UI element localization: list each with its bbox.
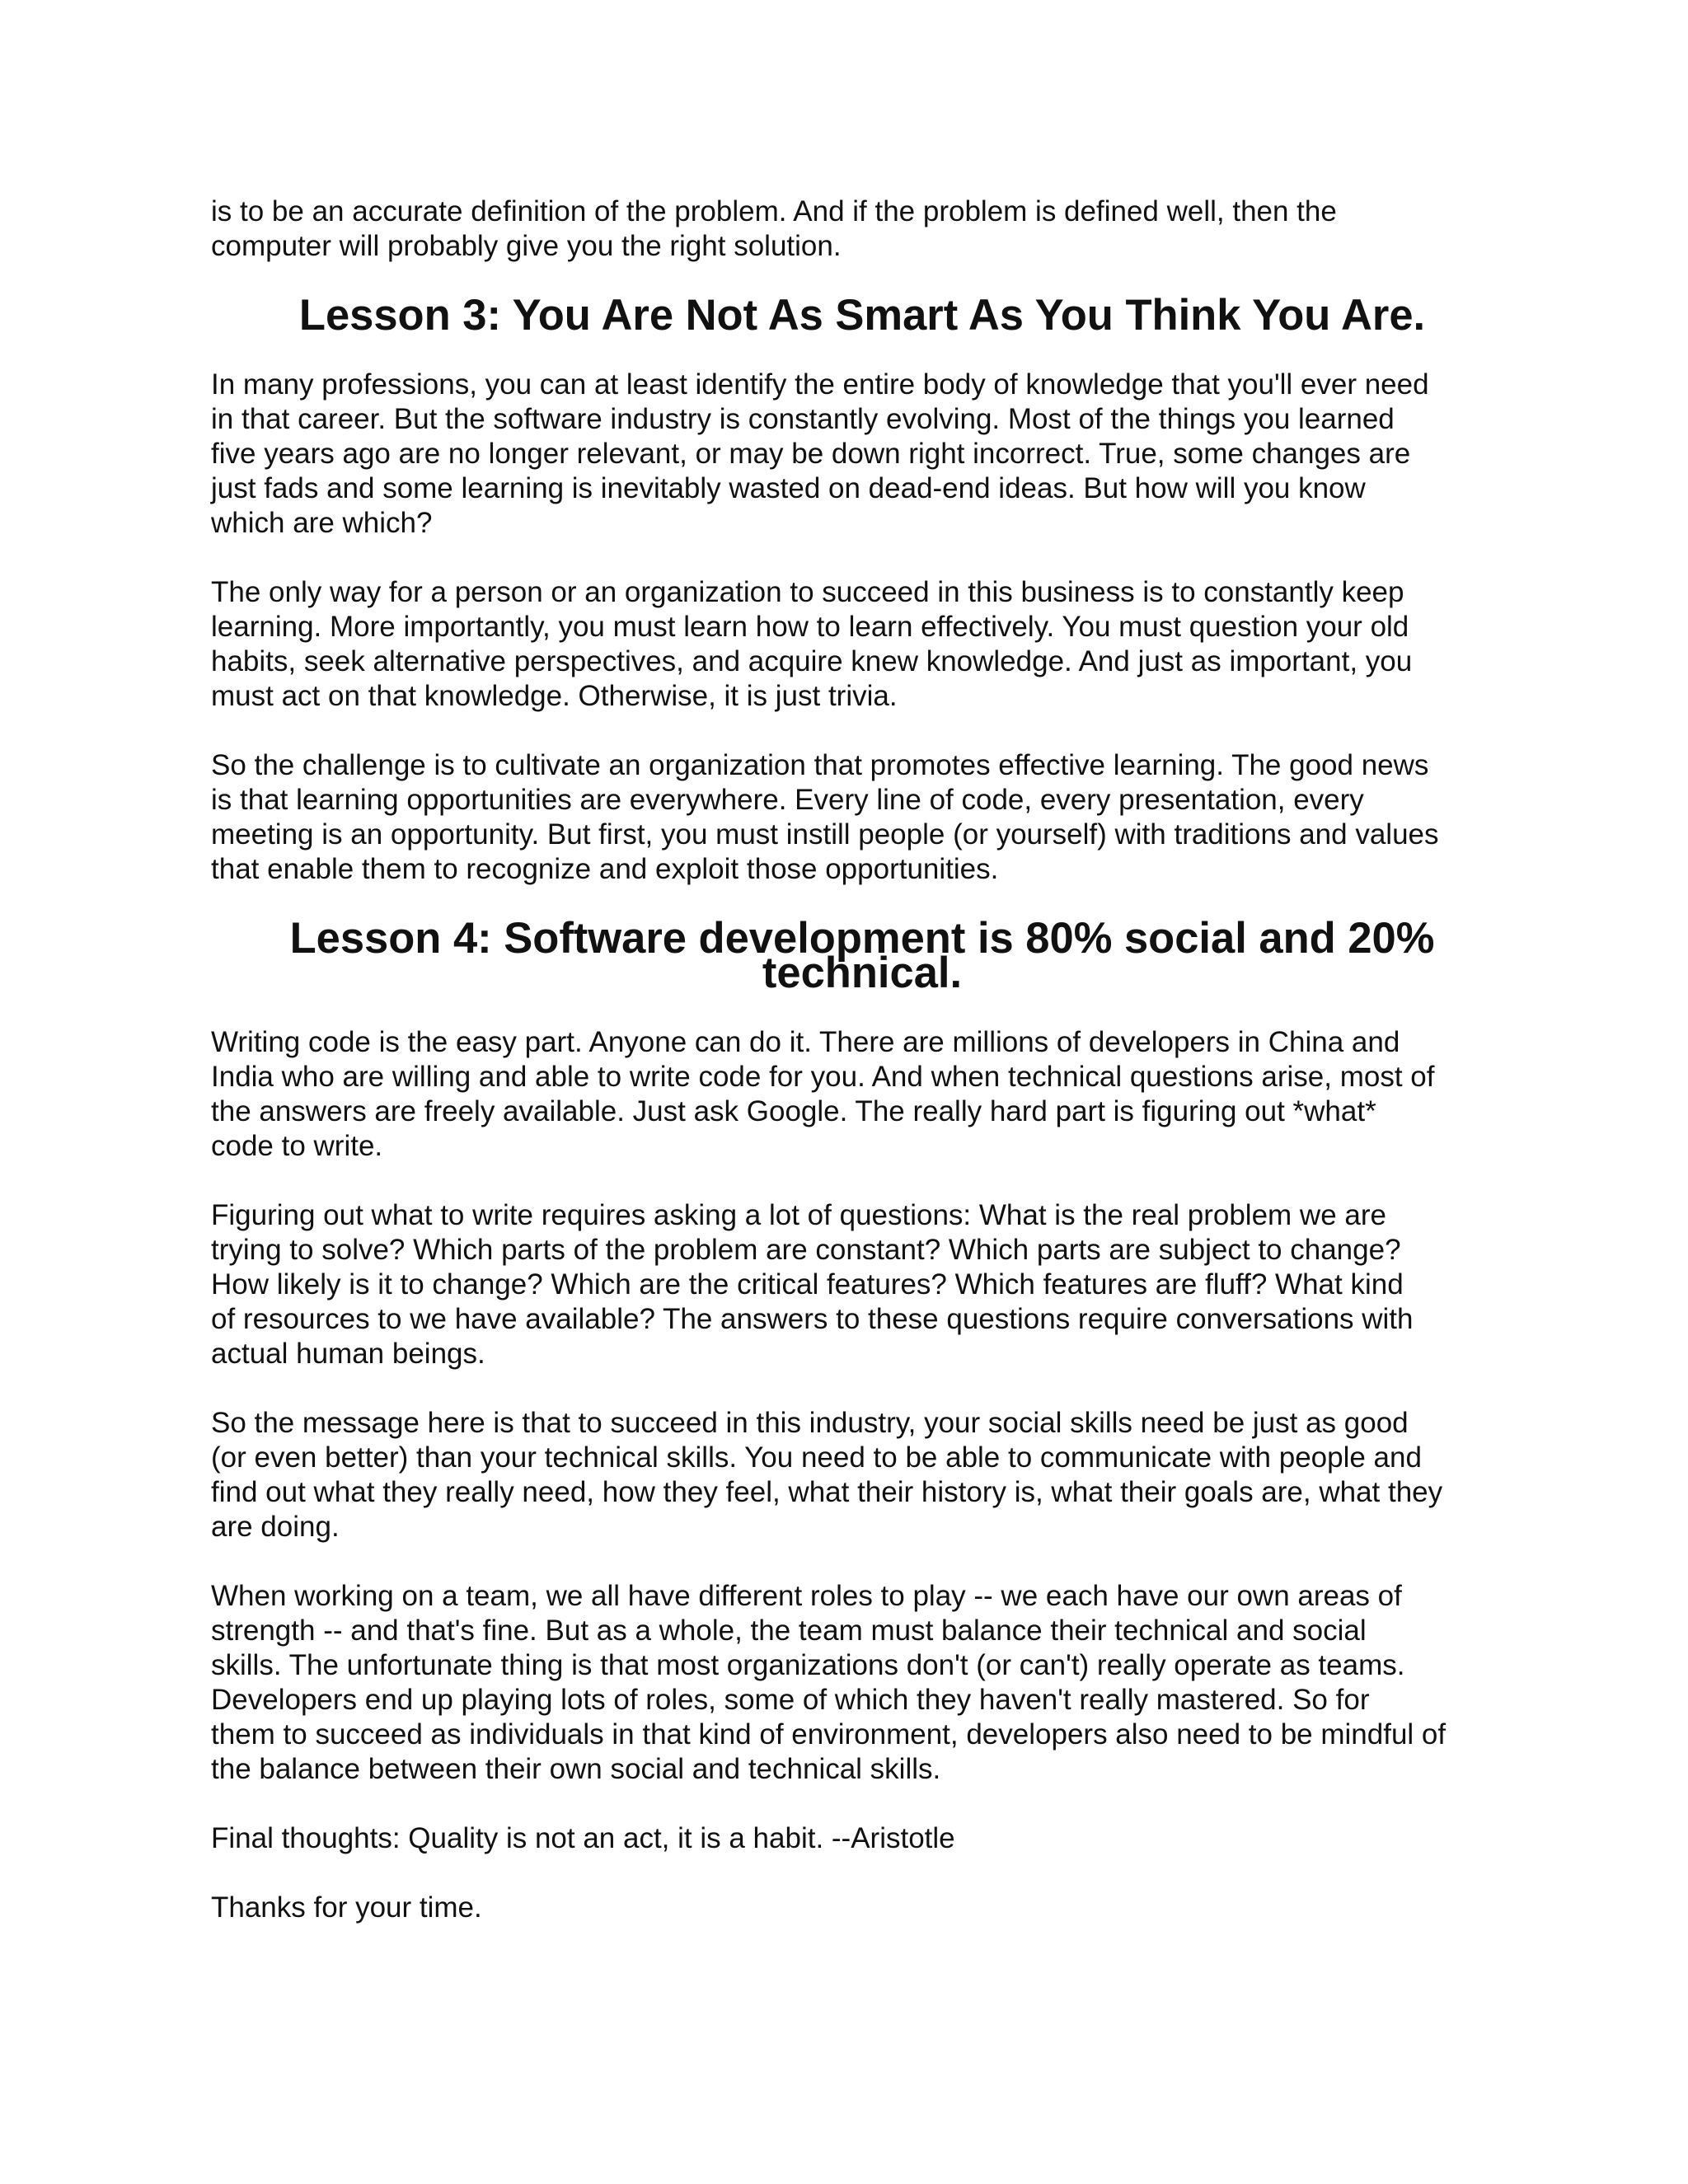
lesson-4-heading: Lesson 4: Software development is 80% social and 20% technical. bbox=[289, 914, 1435, 997]
lesson-3-paragraph-3: So the challenge is to cultivate an organization that promotes effective learning. The good news is that learning opportunities are everywhere. Every line of code, every presentation, every meeting is an opportunity. But first, you must instill people (or yourself) with traditions and values that enable them to recognize and exploit those opportunities. bbox=[211, 749, 1439, 885]
lesson-3-paragraph-1: In many professions, you can at least identify the entire body of knowledge that you'll ever need in that career. But the software industry is constantly evolving. Most of the things you learned five years ago are no longer relevant, or may be down right incorrect. True, some changes are just fads and some learning is inevitably wasted on dead-end ideas. But how will you know which are which? bbox=[211, 368, 1429, 539]
lesson-3-paragraph-2: The only way for a person or an organization to succeed in this business is to constantly keep learning. More importantly, you must learn how to learn effectively. You must question your old habits, seek alternative perspectives, and acquire knew knowledge. And just as important, you must act on that knowledge. Otherwise, it is just trivia. bbox=[211, 576, 1413, 712]
final-thoughts: Final thoughts: Quality is not an act, it is a habit. --Aristotle bbox=[211, 1822, 955, 1854]
document-page bbox=[211, 194, 1513, 1960]
lesson-4-paragraph-4: When working on a team, we all have different roles to play -- we each have our own areas of strength -- and that's fine. But as a whole, the team must balance their technical and social skills. The unfortunate thing is that most organizations don't (or can't) really operate as teams. Developers end up playing lots of roles, some of which they haven't really mastered. So for them to succeed as individuals in that kind of environment, developers also need to be mindful of the balance between their own social and technical skills. bbox=[211, 1580, 1447, 1785]
lesson-4-paragraph-3: So the message here is that to succeed in this industry, your social skills need be just as good (or even better) than your technical skills. You need to be able to communicate with people and find out what they really need, how they feel, what their history is, what their goals are, what they are doing. bbox=[211, 1407, 1443, 1543]
closing-line: Thanks for your time. bbox=[211, 1891, 482, 1924]
intro-paragraph: is to be an accurate definition of the problem. And if the problem is defined well, then the computer will probably give you the right solution. bbox=[211, 195, 1337, 262]
lesson-4-paragraph-1: Writing code is the easy part. Anyone can do it. There are millions of developers in China and India who are willing and able to write code for you. And when technical questions arise, most of the answers are freely available. Just ask Google. The really hard part is figuring out *what* code to write. bbox=[211, 1026, 1435, 1162]
lesson-4-paragraph-2: Figuring out what to write requires asking a lot of questions: What is the real problem we are trying to solve? Which parts of the problem are constant? Which parts are subject to change? How likely is it to change? Which are the critical features? Which features are fluff? What kind of resources to we have available? The answers to these questions require conversations with actual human beings. bbox=[211, 1199, 1414, 1370]
lesson-3-heading: Lesson 3: You Are Not As Smart As You Think You Are. bbox=[298, 291, 1426, 340]
